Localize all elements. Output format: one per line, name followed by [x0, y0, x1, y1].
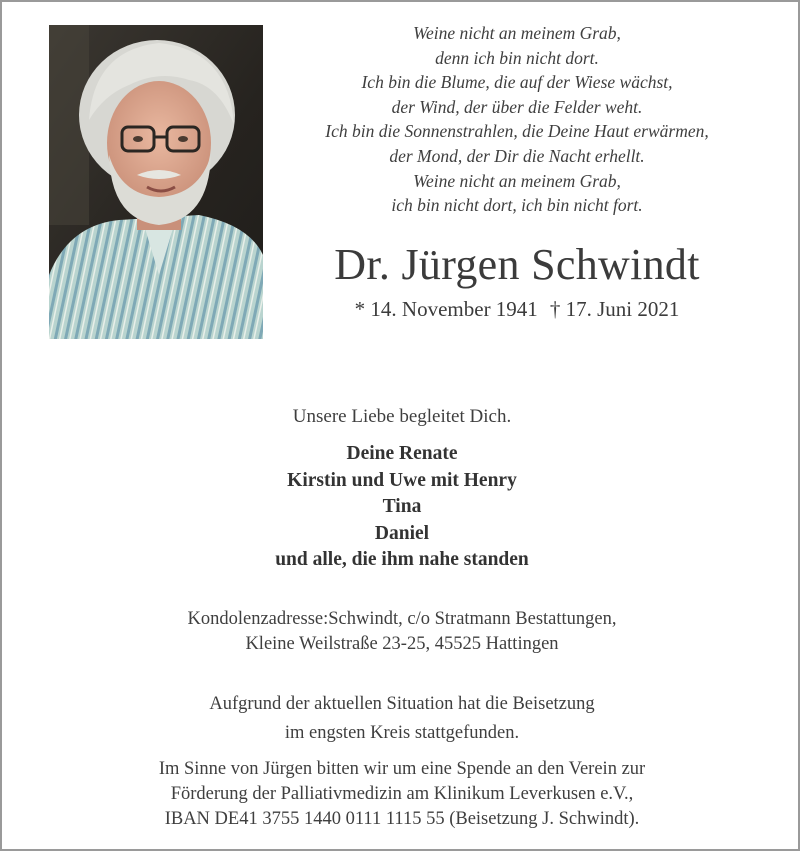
donation-line: Förderung der Palliativmedizin am Klinikum Leverkusen e.V.,: [170, 784, 634, 804]
condolence-address: [2, 607, 800, 656]
birth-date: * 14. November 1941: [354, 297, 538, 321]
condolence-line: Kondolenzadresse:Schwindt, c/o Stratmann Bestattungen,: [187, 609, 617, 629]
poem-line: Ich bin die Blume, die auf der Wiese wächst,: [361, 72, 673, 93]
donation-line: Im Sinne von Jürgen bitten wir um eine Spende an den Verein zur: [158, 759, 646, 779]
condolence-line: Kleine Weilstraße 23-25, 45525 Hattingen: [245, 633, 559, 654]
portrait-photo: [49, 25, 263, 339]
poem-line: Ich bin die Sonnenstrahlen, die Deine Haut erwärmen,: [325, 121, 709, 142]
notice-line: Aufgrund der aktuellen Situation hat die Beisetzung: [209, 694, 595, 714]
portrait-photo-icon: [49, 25, 263, 339]
mourner: Deine Renate: [346, 443, 458, 464]
poem-line: Weine nicht an meinem Grab,: [413, 23, 621, 43]
burial-notice: [2, 690, 800, 748]
life-dates: [272, 295, 762, 323]
poem-line: ich bin nicht dort, ich bin nicht fort.: [391, 195, 643, 216]
mourner: Daniel: [374, 522, 430, 544]
mourner: Kirstin und Uwe mit Henry: [287, 469, 517, 491]
notice-line: im engsten Kreis stattgefunden.: [284, 723, 520, 743]
donation-request: [2, 757, 800, 832]
donation-line: IBAN DE41 3755 1440 0111 1115 55 (Beisetzung J. Schwindt).: [164, 809, 640, 829]
poem-line: der Mond, der Dir die Nacht erhellt.: [389, 145, 645, 166]
mourner: Tina: [382, 496, 422, 517]
poem-line: denn ich bin nicht dort.: [435, 47, 599, 68]
poem-line: Weine nicht an meinem Grab,: [413, 170, 621, 191]
mourners-list: [2, 441, 800, 574]
deceased-name: Dr. Jürgen Schwindt: [334, 240, 700, 289]
mourner: und alle, die ihm nahe standen: [275, 549, 529, 570]
poem: [272, 21, 762, 218]
farewell-line: Unsere Liebe begleitet Dich.: [292, 406, 512, 427]
death-date: † 17. Juni 2021: [549, 297, 680, 321]
poem-line: der Wind, der über die Felder weht.: [391, 96, 643, 117]
